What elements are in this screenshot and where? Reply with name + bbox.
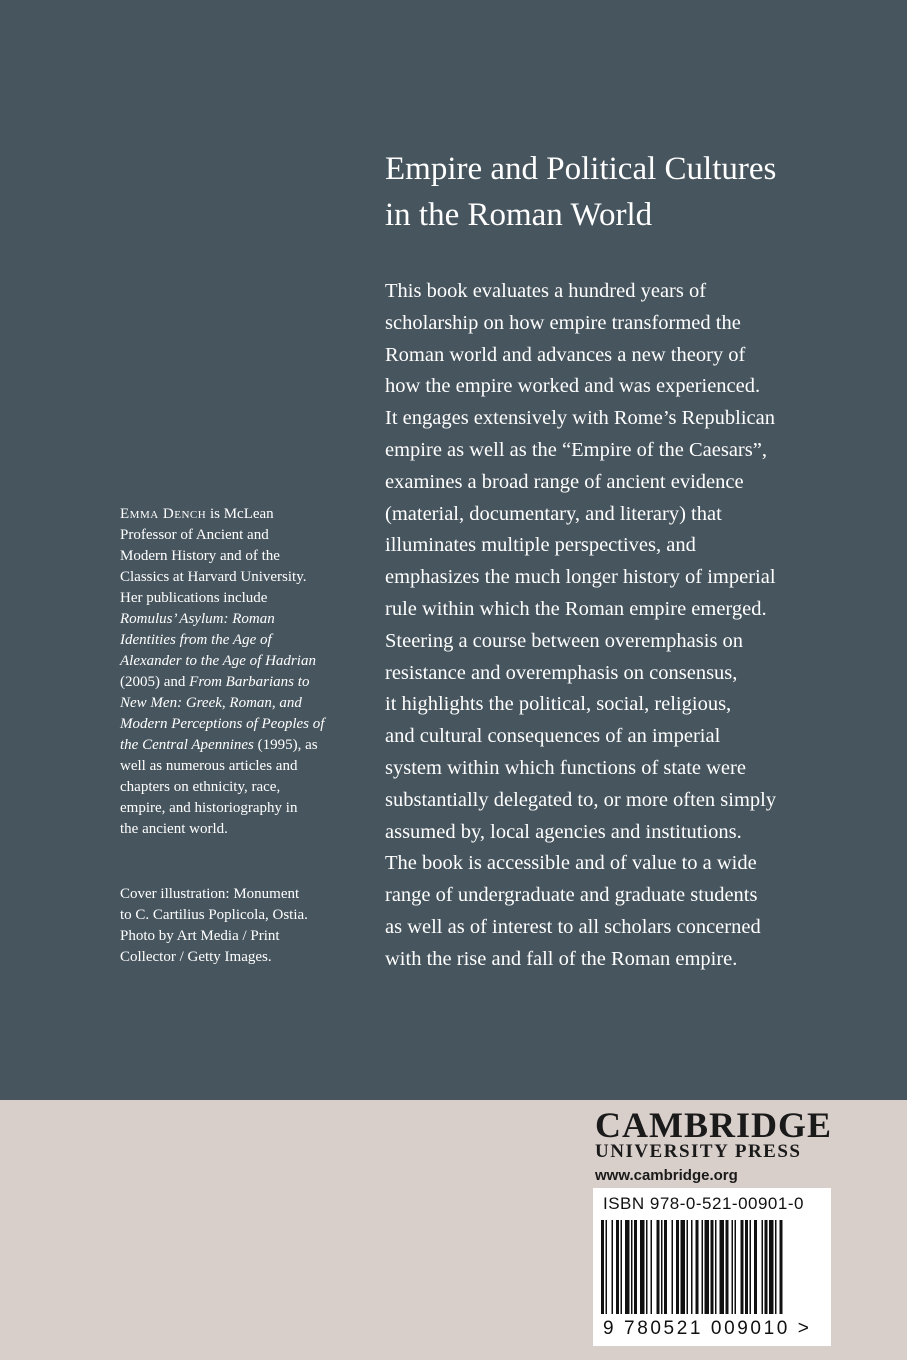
book-title-line: Empire and Political Cultures [385, 151, 777, 187]
description-line: This book evaluates a hundred years of [385, 280, 707, 302]
bio-line: Identities from the Age of [120, 632, 272, 648]
description-line: The book is accessible and of value to a wide [385, 852, 757, 875]
credit-line: Photo by Art Media / Print [120, 928, 280, 944]
description-line: examines a broad range of ancient evidence [385, 470, 744, 493]
description-line: resistance and overemphasis on consensus, [385, 661, 738, 684]
description-line: as well as of interest to all scholars concerned [385, 915, 761, 938]
author-bio [120, 504, 350, 840]
cover-illustration-credit [120, 884, 350, 968]
bio-line: Romulus’ Asylum: Roman [120, 611, 275, 627]
bio-line: Modern History and of the [120, 548, 280, 564]
bio-line: Modern Perceptions of Peoples of [120, 716, 325, 732]
bio-text: (1995), as [253, 737, 318, 753]
description-line: rule within which the Roman empire emerged. [385, 597, 767, 620]
publisher-url: www.cambridge.org [595, 1167, 738, 1184]
bio-line: Classics at Harvard University. [120, 569, 307, 585]
publisher-block [595, 1106, 835, 1186]
isbn-barcode [593, 1188, 831, 1346]
description-line: It engages extensively with Rome’s Republican [385, 407, 775, 430]
description-line: emphasizes the much longer history of imperial [385, 566, 776, 589]
bio-line [120, 672, 350, 693]
bio-book-title: From Barbarians to [189, 674, 310, 690]
bio-line: Professor of Ancient and [120, 527, 269, 543]
bio-line: well as numerous articles and [120, 758, 298, 774]
bio-line: New Men: Greek, Roman, and [120, 695, 302, 711]
description-line: Roman world and advances a new theory of [385, 343, 746, 366]
description-line: range of undergraduate and graduate students [385, 884, 758, 907]
isbn-label: ISBN 978-0-521-00901-0 [603, 1194, 804, 1213]
description-line: illuminates multiple perspectives, and [385, 534, 696, 557]
bio-text: (2005) and [120, 674, 190, 690]
credit-line: to C. Cartilius Poplicola, Ostia. [120, 907, 308, 923]
bio-line: empire, and historiography in [120, 800, 298, 816]
publisher-subtitle: UNIVERSITY PRESS [595, 1141, 802, 1162]
description-line: empire as well as the “Empire of the Caesars”, [385, 438, 767, 461]
bio-line [120, 504, 350, 525]
bio-line: Her publications include [120, 590, 268, 606]
credit-line: Collector / Getty Images. [120, 949, 272, 965]
description-line: scholarship on how empire transformed the [385, 311, 741, 334]
description-line: substantially delegated to, or more often simply [385, 788, 777, 811]
publisher-name: CAMBRIDGE [595, 1105, 833, 1145]
bio-line: chapters on ethnicity, race, [120, 779, 281, 795]
description-line: (material, documentary, and literary) that [385, 502, 722, 525]
author-name: Emma Dench [120, 506, 207, 522]
description-line: Steering a course between overemphasis on [385, 629, 744, 652]
book-title [385, 146, 885, 238]
credit-line: Cover illustration: Monument [120, 886, 300, 902]
bio-line [120, 735, 350, 756]
bio-line: the ancient world. [120, 821, 228, 837]
description-line: system within which functions of state were [385, 756, 746, 779]
description-line: how the empire worked and was experienced. [385, 375, 761, 398]
bio-book-title: the Central Apennines [120, 737, 254, 753]
description-line: and cultural consequences of an imperial [385, 725, 721, 748]
book-description [385, 276, 865, 976]
book-title-line: in the Roman World [385, 197, 653, 233]
bio-line: Alexander to the Age of Hadrian [120, 653, 316, 669]
barcode-bars [599, 1220, 825, 1316]
bio-text: is McLean [206, 506, 274, 522]
description-line: with the rise and fall of the Roman empire. [385, 947, 738, 970]
barcode-digits: 9 780521 009010 > [603, 1318, 812, 1339]
description-line: assumed by, local agencies and institutions. [385, 820, 742, 843]
description-line: it highlights the political, social, religious, [385, 693, 732, 716]
